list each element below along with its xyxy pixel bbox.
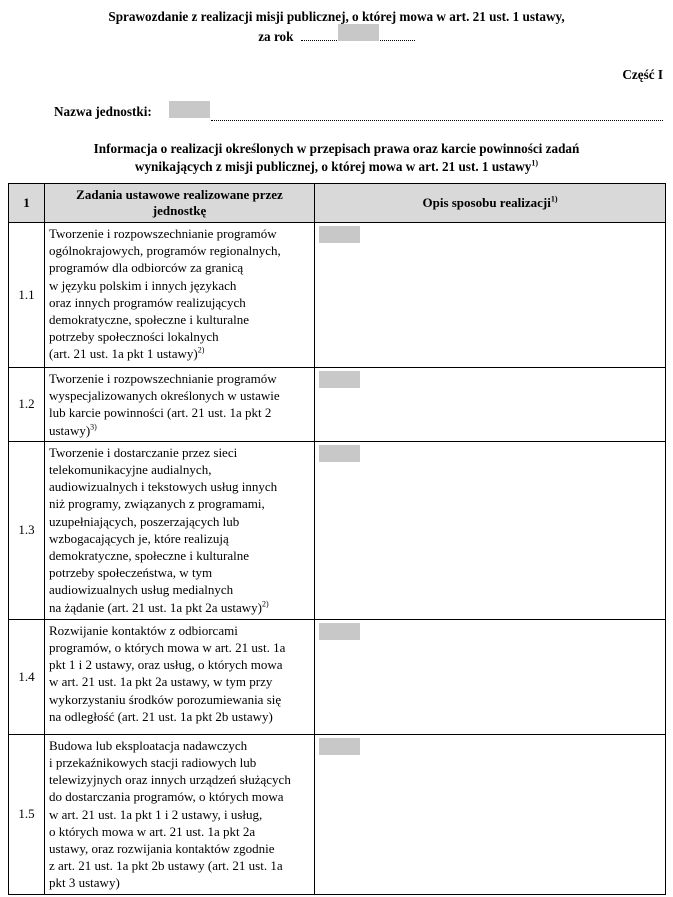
task-description (45, 619, 315, 734)
task-line (49, 806, 311, 823)
table-row (9, 619, 666, 734)
footnote-ref: 2) (197, 346, 205, 356)
header-col-tasks: Zadania ustawowe realizowane przez jednostkę (45, 184, 315, 223)
realization-description-cell[interactable] (315, 734, 666, 894)
task-line-text: audiowizualnych i tekstowych usług innych (49, 479, 278, 495)
task-line (49, 857, 311, 874)
task-line (49, 242, 311, 259)
task-description (45, 734, 315, 894)
task-description (45, 223, 315, 368)
footnote-ref: 1) (550, 194, 558, 204)
task-line-text: w art. 21 ust. 1a pkt 1 i 2 ustawy, i usług, (49, 806, 263, 822)
year-field[interactable] (301, 28, 415, 41)
task-line-text: wykorzystaniu środków porozumiewania się (49, 691, 282, 707)
realization-description-cell[interactable] (315, 441, 666, 619)
task-line (49, 345, 311, 362)
task-line-text: o których mowa w art. 21 ust. 1a pkt 2a (49, 823, 256, 839)
report-title-line1: Sprawozdanie z realizacji misji publicznej, o której mowa w art. 21 ust. 1 ustawy, (108, 9, 565, 24)
header-col-description-text: Opis sposobu realizacji (422, 195, 551, 210)
task-line (49, 599, 311, 616)
task-line-text: Tworzenie i rozpowszechnianie programów (49, 371, 277, 386)
task-line (49, 495, 311, 512)
task-line-text: Tworzenie i rozpowszechnianie programów (49, 226, 277, 241)
task-line (49, 530, 311, 547)
part-label: Część I (622, 67, 663, 82)
task-line-text: pkt 1 i 2 ustawy, oraz usług, o których mowa (49, 657, 283, 673)
year-label: za rok (258, 29, 294, 44)
task-line (49, 823, 311, 840)
realization-description-cell[interactable] (315, 223, 666, 368)
task-line (49, 328, 311, 345)
task-line (49, 225, 311, 242)
task-line (49, 478, 311, 495)
task-line (49, 547, 311, 564)
task-line-text: ustawy, oraz rozwijania kontaktów zgodnie (49, 841, 275, 857)
task-line-text: do dostarczania programów, o których mowa (49, 789, 284, 805)
row-number: 1.2 (9, 368, 45, 442)
redacted-box (319, 738, 360, 755)
task-line-text: w języku polskim i innych językach (49, 277, 237, 293)
redacted-box (319, 623, 360, 640)
redacted-box (319, 371, 360, 388)
task-line-text: i przekaźnikowych stacji radiowych lub (49, 755, 257, 771)
task-line (49, 754, 311, 771)
table-header-row (9, 184, 666, 223)
redacted-box (319, 445, 360, 462)
table-row (9, 368, 666, 442)
task-line-text: Budowa lub eksploatacja nadawczych (49, 737, 248, 753)
info-heading-line1: Informacja o realizacji określonych w przepisach prawa oraz karcie powinności zadań (93, 141, 580, 156)
task-line-text: wzbogacających je, które realizują (49, 530, 229, 546)
realization-description-cell[interactable] (315, 368, 666, 442)
task-line-text: demokratyczne, społeczne i kulturalne (49, 312, 249, 328)
task-line-text: z art. 21 ust. 1a pkt 2b ustawy (art. 21 ust. 1a (49, 858, 283, 874)
task-line-text: ustawy) (49, 422, 91, 438)
task-line-text: Rozwijanie kontaktów z odbiorcami (49, 622, 238, 638)
task-line-text: lub karcie powinności (art. 21 ust. 1a pkt 2 (49, 405, 272, 421)
task-line-text: na odległość (art. 21 ust. 1a pkt 2b ustawy) (49, 708, 273, 724)
task-line (49, 639, 311, 656)
task-line (49, 622, 311, 639)
task-line-text: programów, o których mowa w art. 21 ust. 1a (49, 640, 286, 656)
task-line-text: ogólnokrajowych, programów regionalnych, (49, 243, 281, 259)
footnote-ref: 2) (261, 599, 269, 609)
task-line (49, 444, 311, 461)
task-description (45, 368, 315, 442)
task-line (49, 277, 311, 294)
task-line (49, 673, 311, 690)
tasks-table (8, 183, 666, 895)
task-line-text: potrzeby społeczeństwa, w tym (49, 565, 213, 581)
row-number: 1.1 (9, 223, 45, 368)
footnote-ref: 1) (531, 158, 539, 168)
header-col-number: 1 (9, 184, 45, 223)
task-line (49, 788, 311, 805)
table-row (9, 441, 666, 619)
header-col-description (315, 184, 666, 223)
task-line (49, 771, 311, 788)
unit-name-label: Nazwa jednostki: (54, 104, 152, 119)
task-line (49, 513, 311, 530)
row-number: 1.4 (9, 619, 45, 734)
table-row (9, 223, 666, 368)
task-line (49, 840, 311, 857)
task-description (45, 441, 315, 619)
task-line (49, 294, 311, 311)
task-line-text: niż programy, związanych z programami, (49, 496, 265, 512)
row-number: 1.5 (9, 734, 45, 894)
task-line (49, 708, 311, 725)
realization-description-cell[interactable] (315, 619, 666, 734)
task-line (49, 259, 311, 276)
task-line-text: audiowizualnych usług medialnych (49, 582, 234, 598)
task-line-text: (art. 21 ust. 1a pkt 1 ustawy) (49, 346, 198, 362)
footnote-ref: 3) (90, 422, 97, 432)
year-redacted-box (338, 24, 379, 41)
task-line-text: pkt 3 ustawy) (49, 875, 120, 891)
task-line (49, 564, 311, 581)
task-line (49, 581, 311, 598)
task-line-text: wyspecjalizowanych określonych w ustawie (49, 388, 280, 404)
task-line (49, 874, 311, 891)
task-line (49, 387, 311, 404)
task-line-text: Tworzenie i dostarczanie przez sieci (49, 444, 238, 460)
task-line (49, 656, 311, 673)
unit-name-redacted-box (169, 101, 210, 118)
info-heading-line2 (0, 158, 673, 176)
task-line-text: uzupełniających, poszerzających lub (49, 513, 240, 529)
info-heading-text: wynikających z misji publicznej, o której mowa w art. 21 ust. 1 ustawy (134, 159, 532, 174)
redacted-box (319, 226, 360, 243)
task-line-text: na żądanie (art. 21 ust. 1a pkt 2a ustawy) (49, 599, 262, 615)
task-line-text: oraz innych programów realizujących (49, 294, 246, 310)
task-line-text: telekomunikacyjne audialnych, (49, 462, 212, 478)
task-line (49, 691, 311, 708)
task-line (49, 311, 311, 328)
task-line (49, 404, 311, 421)
unit-name-field[interactable] (211, 110, 663, 121)
task-line-text: w art. 21 ust. 1a pkt 2a ustawy, w tym przy (49, 674, 273, 690)
task-line (49, 737, 311, 754)
report-title-line2 (0, 28, 673, 46)
task-line (49, 461, 311, 478)
table-row (9, 734, 666, 894)
task-line-text: programów dla odbiorców za granicą (49, 260, 244, 276)
task-line-text: potrzeby społeczności lokalnych (49, 329, 219, 345)
row-number: 1.3 (9, 441, 45, 619)
task-line-text: telewizyjnych oraz innych urządzeń służących (49, 772, 291, 788)
task-line (49, 370, 311, 387)
task-line-text: demokratyczne, społeczne i kulturalne (49, 548, 249, 564)
task-line (49, 422, 311, 439)
